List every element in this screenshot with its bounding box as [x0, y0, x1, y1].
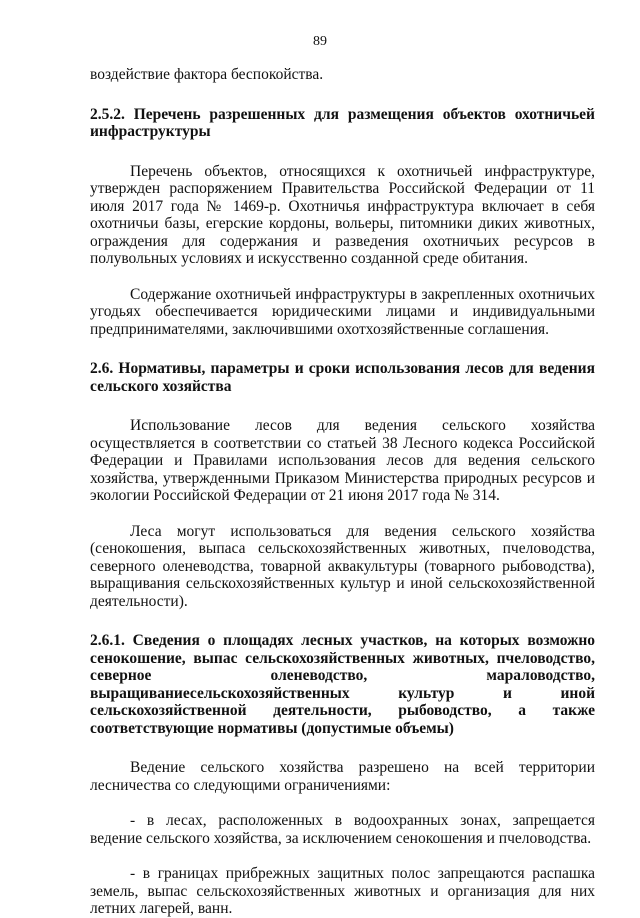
- section-heading-2-6-1: 2.6.1. Сведения о площадях лесных участков, на которых возможно сенокошение, выпас сельскохозяйственных животных, пчеловодство, северное оленеводство, мараловодство, выращиваниесельскохозяйственных культур и иной сельскохозяйственной деятельности, рыбоводство, а также соответствующие нормативы (допустимые объемы): [90, 632, 595, 737]
- section-heading-2-6: 2.6. Нормативы, параметры и сроки использования лесов для ведения сельского хозяйства: [90, 360, 595, 395]
- paragraph: Перечень объектов, относящихся к охотничьей инфраструктуре, утвержден распоряжением Правительства Российской Федерации от 11 июля 2017 года № 1469-р. Охотничья инфраструктура включает в себя охотничьи базы, егерские кордоны, вольеры, питомники диких животных, ограждения для содержания и разведения охотничьих ресурсов в полувольных условиях и искусственно созданной среде обитания.: [90, 162, 595, 267]
- paragraph: Использование лесов для ведения сельского хозяйства осуществляется в соответствии со статьей 38 Лесного кодекса Российской Федерации и Правилами использования лесов для ведения сельского хозяйства, утвержденными Приказом Министерства природных ресурсов и экологии Российской Федерации от 21 июня 2017 года № 314.: [90, 417, 595, 504]
- list-item: - в границах прибрежных защитных полос запрещаются распашка земель, выпас сельскохозяйственных животных и организация для них летних лагерей, ванн.: [90, 865, 595, 917]
- paragraph: Содержание охотничьей инфраструктуры в закрепленных охотничьих угодьях обеспечивается юридическими лицами и индивидуальными предпринимателями, заключившими охотхозяйственные соглашения.: [90, 285, 595, 338]
- paragraph: Ведение сельского хозяйства разрешено на всей территории лесничества со следующими ограничениями:: [90, 759, 595, 794]
- page-number: 89: [313, 34, 327, 49]
- document-body: [90, 66, 595, 918]
- paragraph-continuation: воздействие фактора беспокойства.: [90, 66, 324, 83]
- paragraph: Леса могут использоваться для ведения сельского хозяйства (сенокошения, выпаса сельскохозяйственных животных, пчеловодства, северного оленеводства, товарной аквакультуры (товарного рыбоводства), выращивания сельскохозяйственных культур и иной сельскохозяйственной деятельности).: [90, 522, 595, 610]
- list-item: - в лесах, расположенных в водоохранных зонах, запрещается ведение сельского хозяйства, за исключением сенокошения и пчеловодства.: [90, 812, 595, 847]
- section-heading-2-5-2: 2.5.2. Перечень разрешенных для размещения объектов охотничьей инфраструктуры: [90, 105, 595, 140]
